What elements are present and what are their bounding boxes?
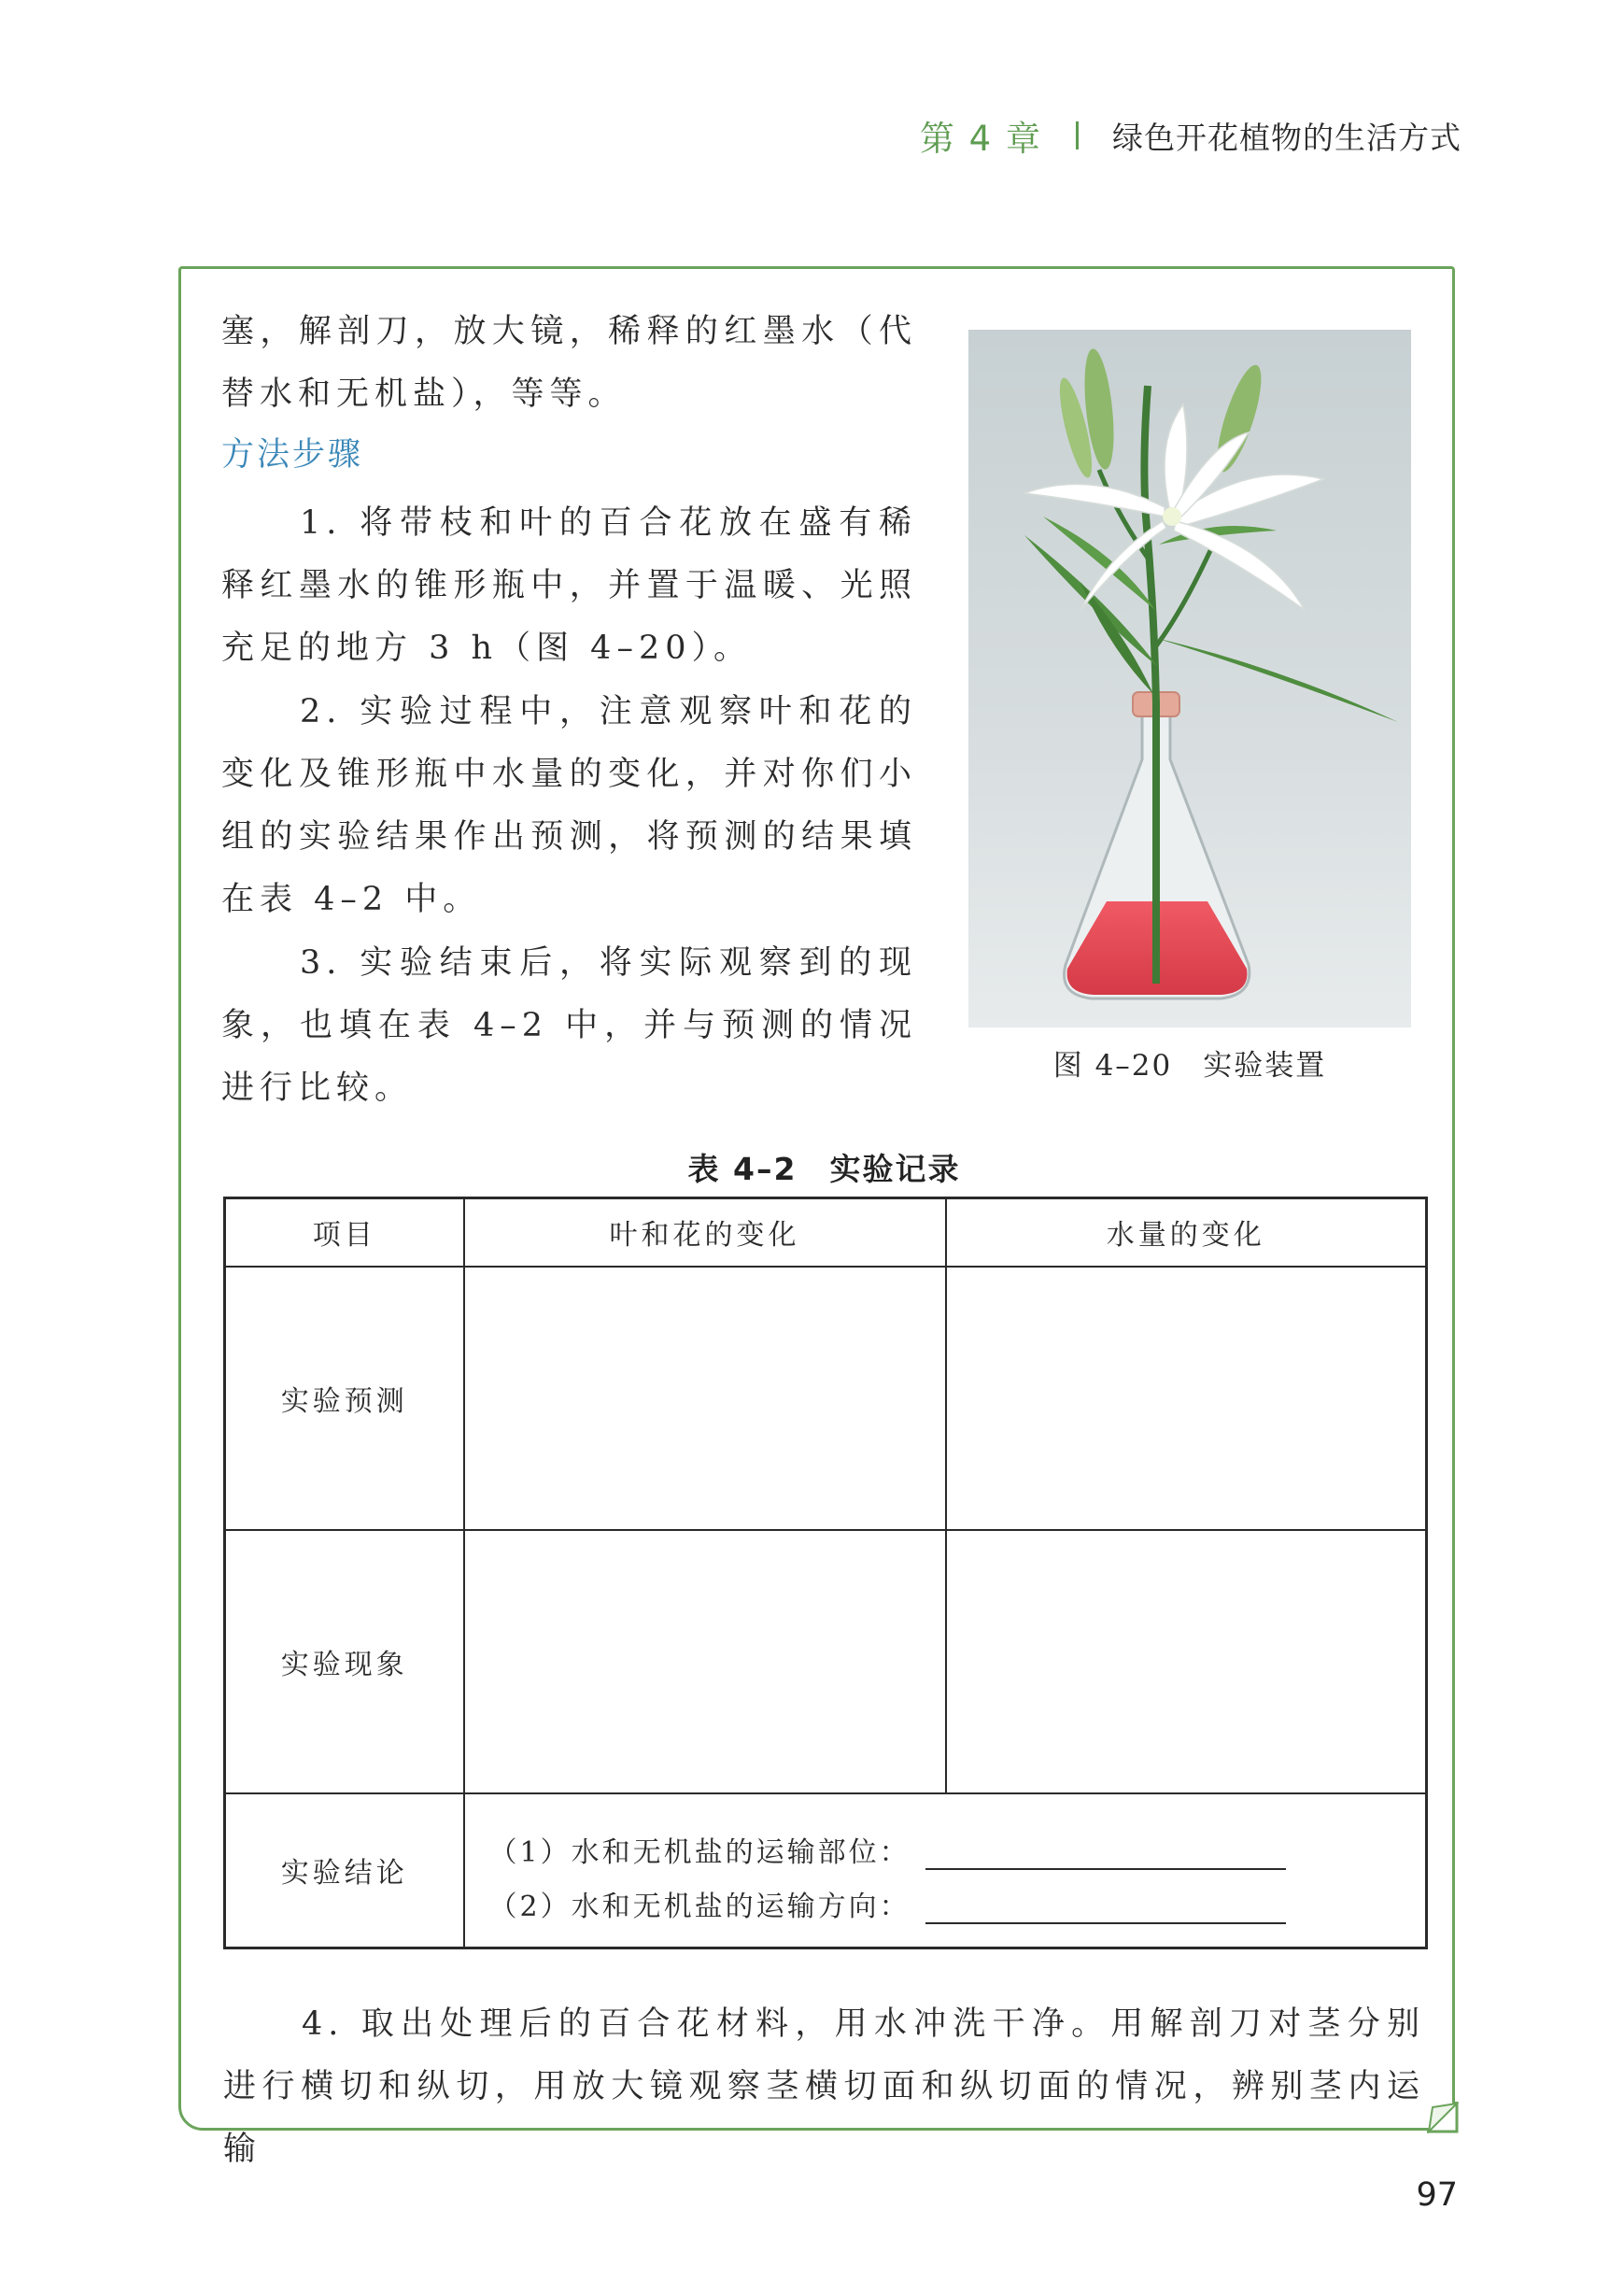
conclusion-line-1: [489, 1816, 1426, 1870]
conclusion-cell: [464, 1793, 1427, 1948]
row-label-prediction: 实验预测: [225, 1267, 464, 1530]
figure-caption: 图 4–20 实验装置: [1052, 1049, 1327, 1083]
table-caption: 表 4–2 实验记录: [687, 1151, 961, 1187]
cell-prediction-water[interactable]: [946, 1267, 1427, 1530]
materials-paragraph: 塞，解剖刀，放大镜，稀释的红墨水（代替水和无机盐），等等。: [221, 313, 917, 413]
header-item: 项目: [225, 1198, 464, 1267]
row-label-phenomenon: 实验现象: [225, 1530, 464, 1793]
header-separator: [1076, 121, 1079, 149]
step-2-paragraph: 2. 实验过程中，注意观察叶和花的变化及锥形瓶中水量的变化，并对你们小组的实验结果作出预测，将预测的结果填在表 4–2 中。: [221, 693, 917, 918]
conclusion-2-blank[interactable]: [925, 1887, 1286, 1924]
step-3-paragraph: 3. 实验结束后，将实际观察到的现象，也填在表 4–2 中，并与预测的情况进行比较。: [221, 944, 917, 1107]
page-number: 97: [1416, 2176, 1458, 2214]
table-row: [225, 1793, 1427, 1948]
section-title: 方法步骤: [221, 436, 364, 474]
table-row: [225, 1267, 1427, 1530]
row-label-conclusion: 实验结论: [225, 1793, 464, 1948]
table-header-row: [225, 1198, 1427, 1267]
lily-flask-photo: [968, 330, 1411, 1027]
step-4-paragraph: 4. 取出处理后的百合花材料，用水冲洗干净。用解剖刀对茎分别进行横切和纵切，用放大镜观察茎横切面和纵切面的情况，辨别茎内运输: [223, 2005, 1425, 2168]
table-row: [225, 1530, 1427, 1793]
experiment-record-table: [223, 1197, 1428, 1949]
step-1-paragraph: 1. 将带枝和叶的百合花放在盛有稀释红墨水的锥形瓶中，并置于温暖、光照充足的地方 3 h（图 4–20）。: [221, 504, 917, 667]
conclusion-line-2: [489, 1870, 1426, 1924]
conclusion-1-blank[interactable]: [925, 1833, 1286, 1870]
header-leaf-flower-change: 叶和花的变化: [464, 1198, 946, 1267]
conclusion-1-label: （1）水和无机盐的运输部位：: [488, 1836, 911, 1870]
cell-prediction-leaf-flower[interactable]: [464, 1267, 946, 1530]
running-header: [920, 112, 1462, 159]
conclusion-2-label: （2）水和无机盐的运输方向：: [488, 1891, 911, 1924]
cell-phenomenon-water[interactable]: [946, 1530, 1427, 1793]
header-water-change: 水量的变化: [946, 1198, 1427, 1267]
chapter-title: 绿色开花植物的生活方式: [1112, 119, 1462, 156]
cell-phenomenon-leaf-flower[interactable]: [464, 1530, 946, 1793]
chapter-label: 第 4 章: [919, 119, 1042, 159]
page-corner-fold-icon: [1427, 2102, 1459, 2133]
